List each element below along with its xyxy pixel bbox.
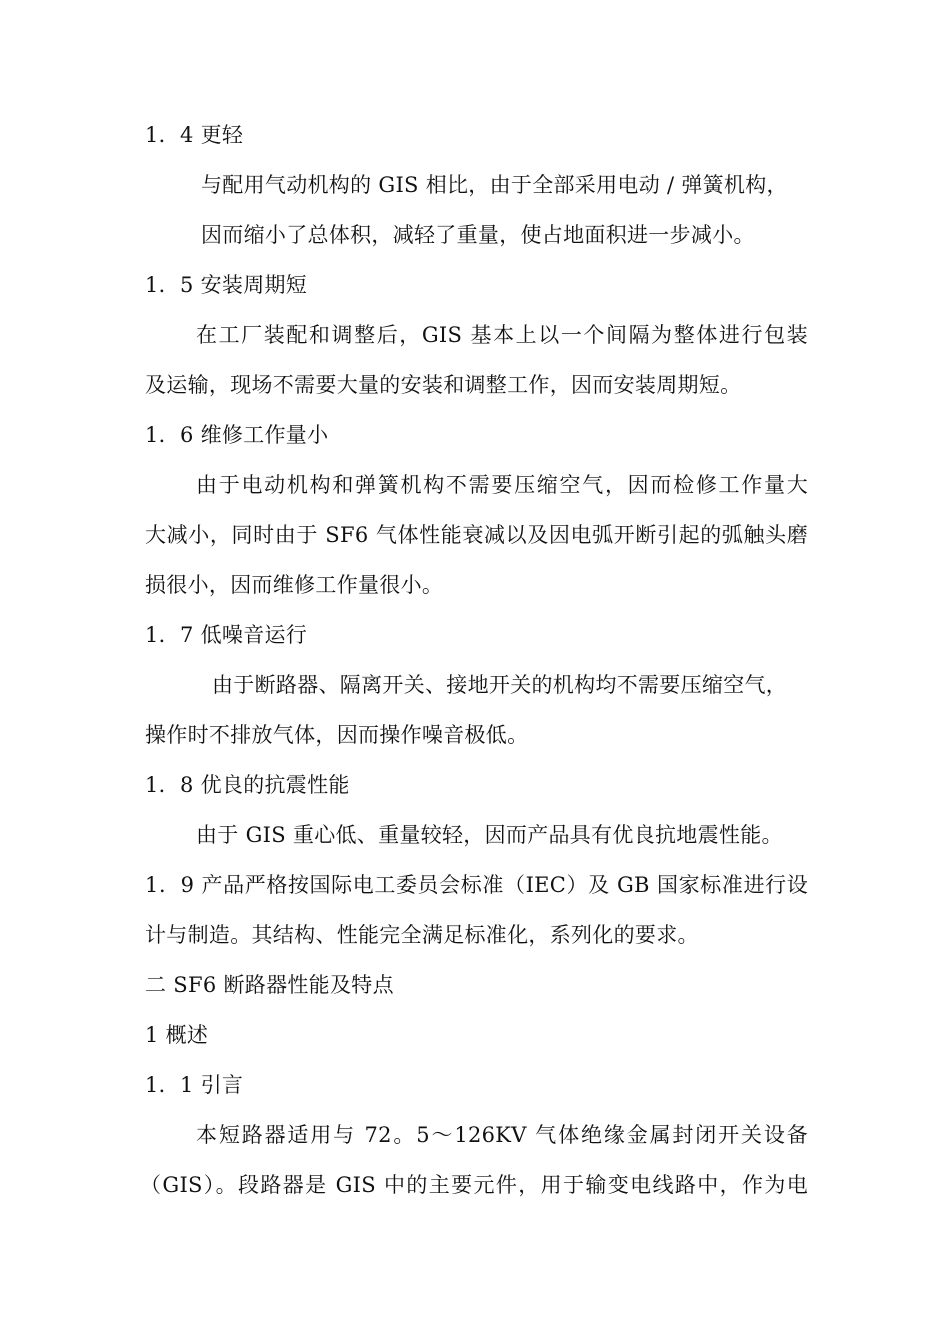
paragraph-line: 在工厂装配和调整后，GIS 基本上以一个间隔为整体进行包装 (196, 323, 808, 347)
paragraph-line: 及运输，现场不需要大量的安装和调整工作，因而安装周期短。 (145, 373, 742, 397)
paragraph-line: 大减小，同时由于 SF6 气体性能衰减以及因电弧开断引起的弧触头磨 (145, 523, 808, 547)
paragraph-line: 因而缩小了总体积，减轻了重量，使占地面积进一步减小。 (201, 223, 755, 247)
heading-1-4: 1．4 更轻 (145, 123, 244, 147)
section-heading-2: 二 SF6 断路器性能及特点 (145, 973, 394, 997)
heading-1-9: 1．9 产品严格按国际电工委员会标准（IEC）及 GB 国家标准进行设 (145, 873, 808, 897)
heading-1: 1 概述 (145, 1023, 209, 1047)
paragraph-line: 与配用气动机构的 GIS 相比，由于全部采用电动 / 弹簧机构， (201, 173, 788, 197)
paragraph-line: 操作时不排放气体，因而操作噪音极低。 (145, 723, 529, 747)
paragraph-line: 计与制造。其结构、性能完全满足标准化，系列化的要求。 (145, 923, 699, 947)
paragraph-line: 本短路器适用与 72。5～126KV 气体绝缘金属封闭开关设备 (196, 1123, 808, 1147)
paragraph-line: 损很小，因而维修工作量很小。 (145, 573, 444, 597)
heading-1-1: 1．1 引言 (145, 1073, 244, 1097)
heading-1-7: 1．7 低噪音运行 (145, 623, 308, 647)
paragraph-line: （GIS）。段路器是 GIS 中的主要元件，用于输变电线路中，作为电 (140, 1173, 808, 1197)
paragraph-line: 由于断路器、隔离开关、接地开关的机构均不需要压缩空气， (212, 673, 788, 697)
heading-1-6: 1．6 维修工作量小 (145, 423, 329, 447)
heading-1-5: 1．5 安装周期短 (145, 273, 308, 297)
heading-1-8: 1．8 优良的抗震性能 (145, 773, 350, 797)
paragraph-line: 由于 GIS 重心低、重量较轻，因而产品具有优良抗地震性能。 (196, 823, 783, 847)
paragraph-line: 由于电动机构和弹簧机构不需要压缩空气，因而检修工作量大 (196, 473, 808, 497)
